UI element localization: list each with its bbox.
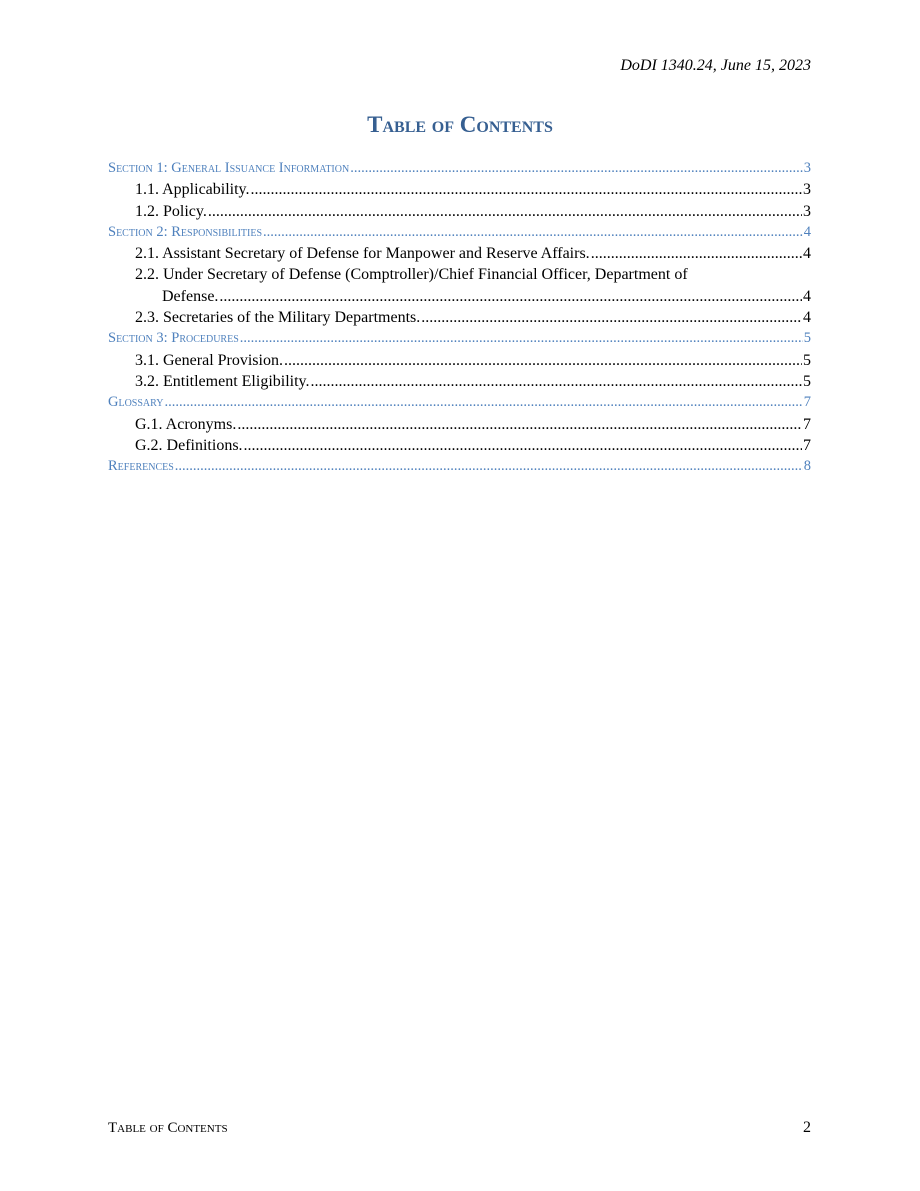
toc-entry-page: 7 xyxy=(803,436,811,454)
toc-entry-text: 2.1. Assistant Secretary of Defense for Manpower and Reserve Affairs. xyxy=(135,245,590,263)
toc-entry-page: 4 xyxy=(803,287,811,305)
toc-entry-text-line2: Defense. xyxy=(162,287,219,305)
toc-leader-dots xyxy=(263,222,803,243)
toc-entry-text: Section 1: General Issuance Information xyxy=(108,160,350,176)
toc-leader-dots xyxy=(219,286,802,307)
toc-entry-page: 4 xyxy=(803,245,811,263)
toc-entry-2-2[interactable] xyxy=(108,264,811,307)
toc-leader-dots xyxy=(240,328,803,349)
toc-leader-dots xyxy=(421,307,802,328)
toc-leader-dots xyxy=(208,201,802,222)
toc-entry-3-1[interactable] xyxy=(108,350,811,371)
toc-entry-text-line1: 2.2. Under Secretary of Defense (Comptroller)/Chief Financial Officer, Department of xyxy=(135,266,688,284)
table-of-contents xyxy=(108,158,811,477)
toc-leader-dots xyxy=(237,414,802,435)
toc-entry-1-1[interactable] xyxy=(108,179,811,200)
toc-entry-text: Section 3: Procedures xyxy=(108,330,239,347)
toc-entry-text: Section 2: Responsibilities xyxy=(108,223,263,240)
toc-entry-1-2[interactable] xyxy=(108,201,811,222)
toc-entry-page: 7 xyxy=(803,415,811,433)
toc-entry-glossary[interactable] xyxy=(108,392,811,413)
toc-entry-text: G.1. Acronyms. xyxy=(135,415,237,433)
toc-entry-section-3[interactable] xyxy=(108,328,811,349)
toc-entry-text: References xyxy=(108,458,174,475)
toc-leader-dots xyxy=(591,243,802,264)
toc-leader-dots xyxy=(165,392,803,413)
toc-entry-section-1[interactable] xyxy=(108,158,811,179)
toc-entry-text: 3.1. General Provision. xyxy=(135,351,283,369)
toc-entry-page: 4 xyxy=(803,309,811,327)
toc-title: Table of Contents xyxy=(367,112,553,137)
toc-entry-page: 7 xyxy=(803,394,811,411)
toc-leader-dots xyxy=(244,435,802,456)
toc-entry-text: 2.3. Secretaries of the Military Departments. xyxy=(135,309,421,327)
toc-entry-2-3[interactable] xyxy=(108,307,811,328)
toc-entry-page: 4 xyxy=(803,223,811,240)
toc-entry-3-2[interactable] xyxy=(108,371,811,392)
toc-entry-g-2[interactable] xyxy=(108,435,811,456)
toc-entry-g-1[interactable] xyxy=(108,414,811,435)
toc-entry-page: 5 xyxy=(803,351,811,369)
toc-entry-continuation xyxy=(135,286,811,307)
toc-leader-dots xyxy=(350,158,803,179)
toc-entry-text: 3.2. Entitlement Eligibility. xyxy=(135,372,310,390)
toc-leader-dots xyxy=(175,456,803,477)
toc-entry-references[interactable] xyxy=(108,456,811,477)
toc-entry-text: Glossary xyxy=(108,394,164,411)
footer-section-title: Table of Contents xyxy=(108,1120,228,1136)
toc-entry-text: 1.2. Policy. xyxy=(135,202,207,220)
toc-entry-page: 3 xyxy=(803,181,811,199)
toc-entry-page: 8 xyxy=(803,458,811,475)
document-reference: DoDI 1340.24, June 15, 2023 xyxy=(620,57,811,74)
toc-entry-page: 3 xyxy=(803,202,811,220)
toc-entry-2-1[interactable] xyxy=(108,243,811,264)
toc-entry-page: 3 xyxy=(803,160,811,176)
toc-leader-dots xyxy=(251,179,802,200)
toc-entry-text: 1.1. Applicability. xyxy=(135,181,250,199)
toc-entry-section-2[interactable] xyxy=(108,222,811,243)
toc-leader-dots xyxy=(284,350,802,371)
toc-entry-page: 5 xyxy=(803,330,811,347)
footer-page-number: 2 xyxy=(803,1119,811,1136)
toc-entry-text: G.2. Definitions. xyxy=(135,436,243,454)
toc-entry-page: 5 xyxy=(803,372,811,390)
toc-leader-dots xyxy=(311,371,803,392)
